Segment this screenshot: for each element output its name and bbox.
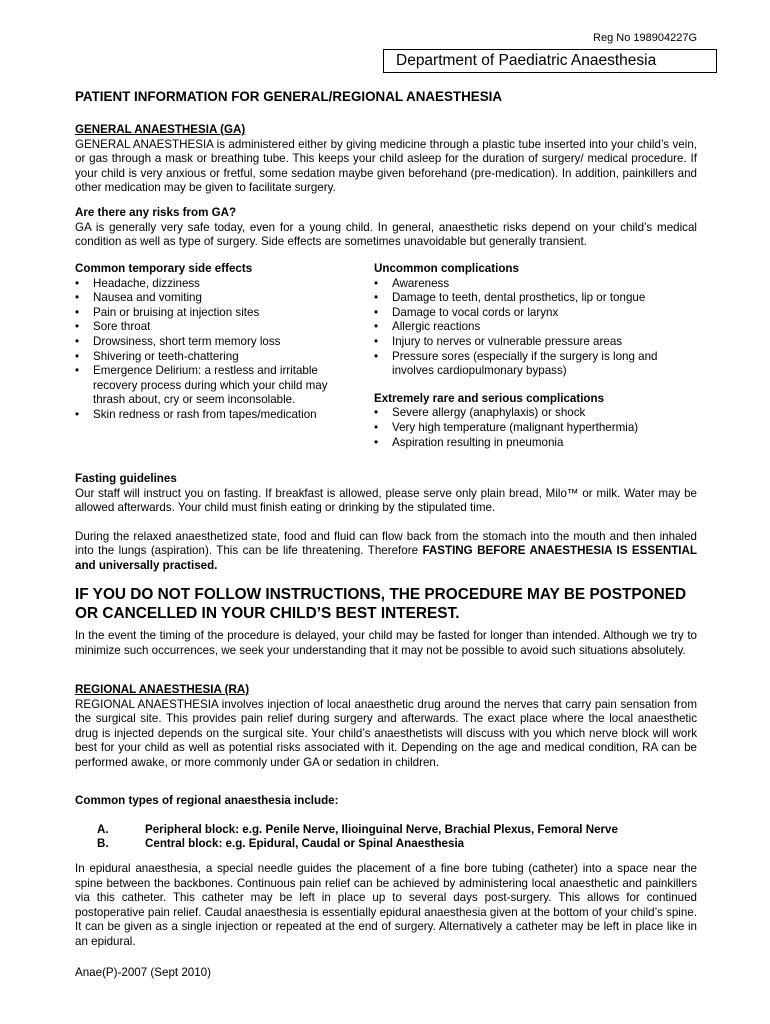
epidural-body: In epidural anaesthesia, a special needle guides the placement of a fine bore tubing (catheter) into a space near the spine between the backbones. Continuous pain relief can be achieved by administering local anaesthetic and painkillers via this catheter. This catheter may be left in place up to several days post-surgery. This allows for continued postoperative pain relief. Caudal anaesthesia is essentially epidural anaesthesia given at the bottom of your child’s spine. It can be given as a single injection or repeated at the end of surgery. Alternatively a catheter may be left in place like in an epidural. <box>75 862 697 948</box>
warning-title: IF YOU DO NOT FOLLOW INSTRUCTIONS, THE PROCEDURE MAY BE POSTPONED OR CANCELLED IN YOUR CHILD’S BEST INTEREST. <box>75 586 687 622</box>
ra-types-section <box>75 794 697 852</box>
fasting-body: Our staff will instruct you on fasting. If breakfast is allowed, please serve only plain bread, Milo™ or milk. Water may be allowed afterwards. Your child must finish eating or drinking by the stipulated time. <box>75 486 697 515</box>
ga-heading: GENERAL ANAESTHESIA (GA) <box>75 123 246 136</box>
list-item: • Aspiration resulting in pneumonia <box>374 436 697 451</box>
list-item: • Nausea and vomiting <box>75 291 360 306</box>
list-item: • Awareness <box>374 277 697 292</box>
ra-types-heading: Common types of regional anaesthesia include: <box>75 794 339 807</box>
ga-risks-heading: Are there any risks from GA? <box>75 206 237 219</box>
list-item: • Injury to nerves or vulnerable pressure areas <box>374 335 697 350</box>
list-item: • Drowsiness, short term memory loss <box>75 335 360 350</box>
aspiration-paragraph <box>75 530 697 574</box>
ga-risks-body: GA is generally very safe today, even for a young child. In general, anaesthetic risks depend on your child’s medical condition as well as type of surgery. Side effects are sometimes unavoidable but generally transient. <box>75 220 697 249</box>
department-box: Department of Paediatric Anaesthesia <box>383 49 717 73</box>
list-item: • Damage to vocal cords or larynx <box>374 306 697 321</box>
ga-risks-section <box>75 206 697 250</box>
list-item: • Damage to teeth, dental prosthetics, lip or tongue <box>374 291 697 306</box>
ga-section <box>75 123 697 196</box>
registration-number: Reg No 198904227G <box>593 32 697 44</box>
aspiration-text: During the relaxed anaesthetized state, food and fluid can flow back from the stomach into the mouth and then inhaled into the lungs (aspiration). This can be life threatening. Therefore <box>75 529 697 558</box>
rare-heading: Extremely rare and serious complications <box>374 391 605 405</box>
list-item: • Severe allergy (anaphylaxis) or shock <box>374 406 697 421</box>
list-item: • Pressure sores (especially if the surgery is long and involves cardiopulmonary bypass) <box>374 350 697 379</box>
ra-heading: REGIONAL ANAESTHESIA (RA) <box>75 683 250 696</box>
item-text: Central block: e.g. Epidural, Caudal or Spinal Anaesthesia <box>145 837 465 851</box>
rare-list <box>374 406 697 450</box>
epidural-section <box>75 862 697 950</box>
ga-body: GENERAL ANAESTHESIA is administered either by giving medicine through a plastic tube inserted into your child’s vein, or gas through a mask or breathing tube. This keeps your child asleep for the duration of surgery/ medical procedure. If your child is very anxious or fretful, some sedation maybe given beforehand (pre-medication). In addition, painkillers and other medication may be given to facilitate surgery. <box>75 137 697 195</box>
ra-body: REGIONAL ANAESTHESIA involves injection of local anaesthetic drug around the nerves that carry pain sensation from the surgical site. This provides pain relief during surgery and afterwards. The exact place where the local anaesthetic drug is injected depends on the surgical site. Your child’s anaesthetists will discuss with you which nerve block will work best for your child as well as potential risks associated with it. Depending on the age and medical condition, RA can be performed awake, or more commonly under GA or sedation in children. <box>75 697 697 769</box>
side-effects-list <box>75 277 360 423</box>
ra-types-list <box>97 823 697 852</box>
footer-code: Anae(P)-2007 (Sept 2010) <box>75 966 211 979</box>
warning-body: In the event the timing of the procedure is delayed, your child may be fasted for longer than intended. Although we try to minimize such occurrences, we seek your understanding that it may not be possible to avoid such situations absolutely. <box>75 629 697 657</box>
list-item: • Skin redness or rash from tapes/medication <box>75 408 360 423</box>
list-item <box>97 837 697 852</box>
item-key: B. <box>97 837 109 851</box>
list-item: • Pain or bruising at injection sites <box>75 306 360 321</box>
list-item: • Very high temperature (malignant hyperthermia) <box>374 421 697 436</box>
page-title: PATIENT INFORMATION FOR GENERAL/REGIONAL ANAESTHESIA <box>75 89 503 104</box>
fasting-heading: Fasting guidelines <box>75 472 177 485</box>
list-item: • Emergence Delirium: a restless and irritable recovery process during which your child may thrash about, cry or seem inconsolable. <box>75 364 360 408</box>
side-effects-heading: Common temporary side effects <box>75 262 253 275</box>
item-text: Peripheral block: e.g. Penile Nerve, Ilioinguinal Nerve, Brachial Plexus, Femoral Nerve <box>145 822 618 836</box>
warning-section <box>75 585 697 658</box>
ra-section <box>75 683 697 771</box>
uncommon-heading: Uncommon complications <box>374 262 519 275</box>
fasting-section <box>75 472 697 574</box>
list-item: • Allergic reactions <box>374 320 697 335</box>
list-item: • Headache, dizziness <box>75 277 360 292</box>
list-item: • Sore throat <box>75 320 360 335</box>
complications-column <box>374 262 697 450</box>
list-item: • Shivering or teeth-chattering <box>75 350 360 365</box>
side-effects-column <box>75 262 360 423</box>
list-item <box>97 823 697 838</box>
aspiration-emphasis: FASTING BEFORE ANAESTHESIA IS ESSENTIAL and universally practised. <box>75 544 697 572</box>
uncommon-list <box>374 277 697 379</box>
item-key: A. <box>97 822 109 836</box>
